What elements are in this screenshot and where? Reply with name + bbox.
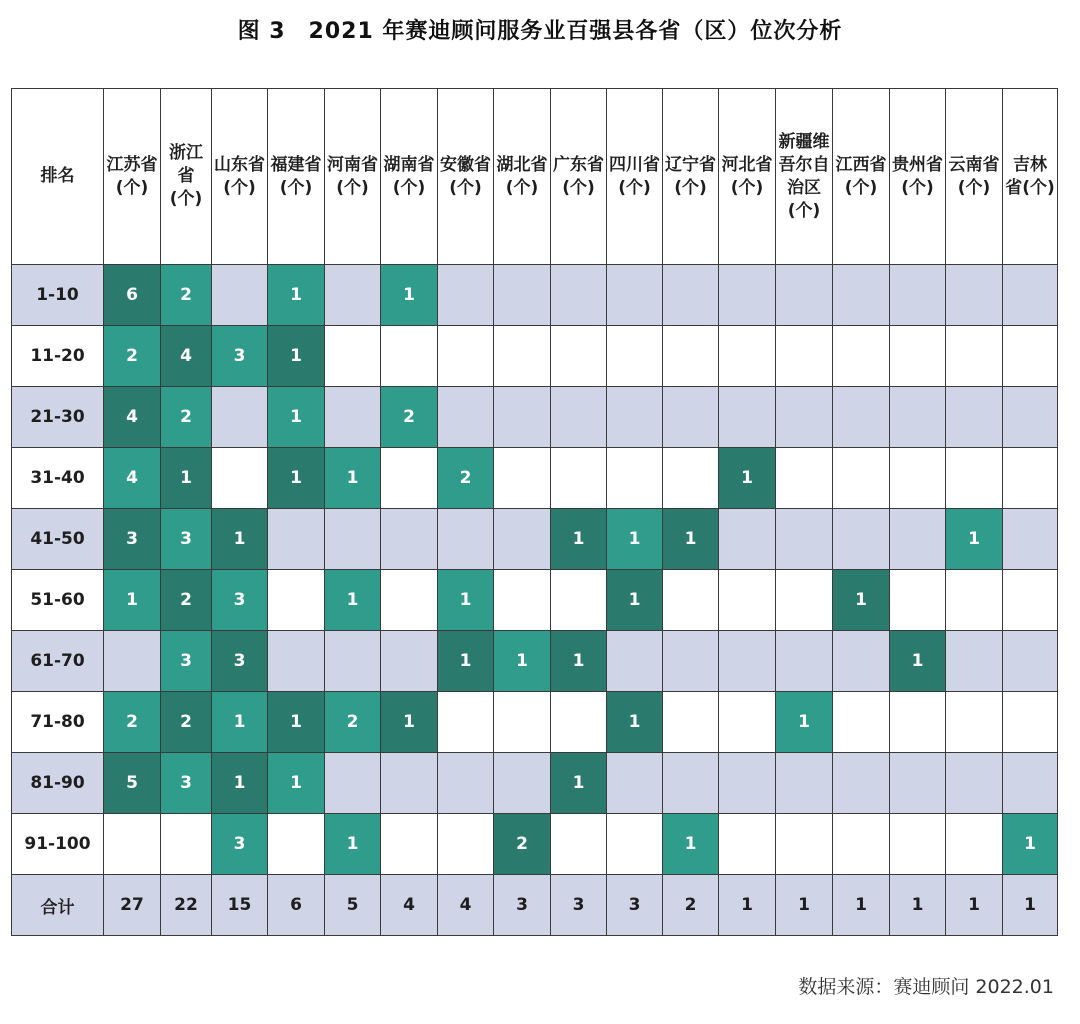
header-row bbox=[12, 89, 1058, 265]
data-cell: 1 bbox=[607, 509, 663, 570]
empty-cell bbox=[494, 509, 551, 570]
total-cell: 15 bbox=[212, 875, 268, 936]
data-cell: 3 bbox=[212, 570, 268, 631]
column-header: 江西省(个) bbox=[833, 89, 890, 265]
table-row bbox=[12, 265, 1058, 326]
data-cell: 3 bbox=[161, 631, 212, 692]
empty-cell bbox=[719, 631, 776, 692]
empty-cell bbox=[607, 631, 663, 692]
empty-cell bbox=[833, 753, 890, 814]
empty-cell bbox=[890, 387, 946, 448]
total-cell: 3 bbox=[551, 875, 607, 936]
empty-cell bbox=[607, 326, 663, 387]
empty-cell bbox=[607, 387, 663, 448]
empty-cell bbox=[833, 631, 890, 692]
empty-cell bbox=[607, 753, 663, 814]
empty-cell bbox=[438, 326, 494, 387]
data-cell: 4 bbox=[104, 448, 161, 509]
empty-cell bbox=[776, 265, 833, 326]
total-cell: 3 bbox=[607, 875, 663, 936]
empty-cell bbox=[551, 265, 607, 326]
empty-cell bbox=[833, 265, 890, 326]
empty-cell bbox=[551, 692, 607, 753]
data-cell: 1 bbox=[607, 692, 663, 753]
column-header: 吉林省(个) bbox=[1003, 89, 1058, 265]
rank-label: 41-50 bbox=[12, 509, 104, 570]
column-header: 浙江省(个) bbox=[161, 89, 212, 265]
empty-cell bbox=[1003, 631, 1058, 692]
empty-cell bbox=[438, 814, 494, 875]
empty-cell bbox=[325, 509, 381, 570]
empty-cell bbox=[1003, 753, 1058, 814]
empty-cell bbox=[719, 265, 776, 326]
empty-cell bbox=[890, 509, 946, 570]
empty-cell bbox=[890, 265, 946, 326]
empty-cell bbox=[776, 509, 833, 570]
empty-cell bbox=[663, 753, 719, 814]
column-header: 安徽省(个) bbox=[438, 89, 494, 265]
data-cell: 2 bbox=[325, 692, 381, 753]
total-cell: 1 bbox=[833, 875, 890, 936]
empty-cell bbox=[946, 570, 1003, 631]
empty-cell bbox=[268, 814, 325, 875]
empty-cell bbox=[381, 631, 438, 692]
empty-cell bbox=[325, 265, 381, 326]
empty-cell bbox=[212, 265, 268, 326]
data-cell: 1 bbox=[325, 570, 381, 631]
rank-label: 91-100 bbox=[12, 814, 104, 875]
empty-cell bbox=[1003, 326, 1058, 387]
empty-cell bbox=[776, 570, 833, 631]
empty-cell bbox=[607, 814, 663, 875]
rank-label: 51-60 bbox=[12, 570, 104, 631]
empty-cell bbox=[268, 509, 325, 570]
empty-cell bbox=[833, 326, 890, 387]
empty-cell bbox=[325, 387, 381, 448]
chart-title: 图 3 2021 年赛迪顾问服务业百强县各省（区）位次分析 bbox=[237, 19, 843, 44]
empty-cell bbox=[833, 448, 890, 509]
empty-cell bbox=[719, 387, 776, 448]
column-header: 云南省(个) bbox=[946, 89, 1003, 265]
empty-cell bbox=[438, 265, 494, 326]
total-cell: 2 bbox=[663, 875, 719, 936]
empty-cell bbox=[551, 448, 607, 509]
empty-cell bbox=[1003, 570, 1058, 631]
empty-cell bbox=[438, 692, 494, 753]
empty-cell bbox=[776, 448, 833, 509]
empty-cell bbox=[325, 326, 381, 387]
data-cell: 1 bbox=[268, 265, 325, 326]
data-cell: 1 bbox=[325, 814, 381, 875]
rank-label: 21-30 bbox=[12, 387, 104, 448]
empty-cell bbox=[1003, 509, 1058, 570]
data-cell: 1 bbox=[161, 448, 212, 509]
total-cell: 5 bbox=[325, 875, 381, 936]
data-cell: 1 bbox=[719, 448, 776, 509]
column-header: 四川省(个) bbox=[607, 89, 663, 265]
data-cell: 1 bbox=[212, 509, 268, 570]
empty-cell bbox=[946, 265, 1003, 326]
empty-cell bbox=[1003, 387, 1058, 448]
data-cell: 1 bbox=[268, 753, 325, 814]
empty-cell bbox=[776, 631, 833, 692]
total-cell: 1 bbox=[946, 875, 1003, 936]
empty-cell bbox=[104, 631, 161, 692]
data-cell: 1 bbox=[833, 570, 890, 631]
data-cell: 1 bbox=[268, 326, 325, 387]
column-header: 江苏省(个) bbox=[104, 89, 161, 265]
data-cell: 1 bbox=[381, 692, 438, 753]
empty-cell bbox=[663, 692, 719, 753]
empty-cell bbox=[719, 509, 776, 570]
empty-cell bbox=[268, 631, 325, 692]
empty-cell bbox=[551, 387, 607, 448]
empty-cell bbox=[946, 448, 1003, 509]
empty-cell bbox=[551, 814, 607, 875]
empty-cell bbox=[890, 814, 946, 875]
column-header: 辽宁省(个) bbox=[663, 89, 719, 265]
empty-cell bbox=[776, 326, 833, 387]
empty-cell bbox=[551, 326, 607, 387]
empty-cell bbox=[381, 570, 438, 631]
empty-cell bbox=[946, 814, 1003, 875]
empty-cell bbox=[381, 814, 438, 875]
empty-cell bbox=[663, 570, 719, 631]
data-cell: 2 bbox=[104, 692, 161, 753]
empty-cell bbox=[833, 387, 890, 448]
column-header: 福建省(个) bbox=[268, 89, 325, 265]
rank-distribution-table bbox=[11, 88, 1058, 936]
empty-cell bbox=[946, 387, 1003, 448]
empty-cell bbox=[663, 326, 719, 387]
data-cell: 1 bbox=[890, 631, 946, 692]
empty-cell bbox=[494, 387, 551, 448]
empty-cell bbox=[833, 509, 890, 570]
column-header: 河北省(个) bbox=[719, 89, 776, 265]
empty-cell bbox=[719, 326, 776, 387]
data-cell: 1 bbox=[551, 631, 607, 692]
empty-cell bbox=[212, 387, 268, 448]
empty-cell bbox=[325, 753, 381, 814]
empty-cell bbox=[663, 265, 719, 326]
empty-cell bbox=[104, 814, 161, 875]
empty-cell bbox=[663, 448, 719, 509]
data-cell: 1 bbox=[268, 692, 325, 753]
empty-cell bbox=[776, 814, 833, 875]
table-row bbox=[12, 387, 1058, 448]
data-cell: 1 bbox=[663, 814, 719, 875]
table-row bbox=[12, 570, 1058, 631]
empty-cell bbox=[551, 570, 607, 631]
total-cell: 27 bbox=[104, 875, 161, 936]
data-source-note: 数据来源：赛迪顾问 2022.01 bbox=[798, 976, 1054, 998]
total-row bbox=[12, 875, 1058, 936]
data-cell: 1 bbox=[551, 753, 607, 814]
empty-cell bbox=[890, 448, 946, 509]
empty-cell bbox=[663, 631, 719, 692]
data-cell: 1 bbox=[268, 387, 325, 448]
empty-cell bbox=[381, 753, 438, 814]
rank-label: 61-70 bbox=[12, 631, 104, 692]
column-header: 河南省(个) bbox=[325, 89, 381, 265]
empty-cell bbox=[161, 814, 212, 875]
table-row bbox=[12, 692, 1058, 753]
data-cell: 6 bbox=[104, 265, 161, 326]
empty-cell bbox=[1003, 692, 1058, 753]
data-cell: 2 bbox=[381, 387, 438, 448]
column-header: 湖南省(个) bbox=[381, 89, 438, 265]
column-header: 湖北省(个) bbox=[494, 89, 551, 265]
table-row bbox=[12, 509, 1058, 570]
rank-header: 排名 bbox=[12, 89, 104, 265]
empty-cell bbox=[890, 753, 946, 814]
total-cell: 1 bbox=[719, 875, 776, 936]
empty-cell bbox=[946, 326, 1003, 387]
data-cell: 3 bbox=[212, 326, 268, 387]
data-cell: 1 bbox=[776, 692, 833, 753]
empty-cell bbox=[1003, 448, 1058, 509]
empty-cell bbox=[607, 265, 663, 326]
data-cell: 2 bbox=[161, 387, 212, 448]
empty-cell bbox=[268, 570, 325, 631]
data-cell: 4 bbox=[161, 326, 212, 387]
table-row bbox=[12, 753, 1058, 814]
data-cell: 3 bbox=[212, 814, 268, 875]
empty-cell bbox=[719, 692, 776, 753]
empty-cell bbox=[1003, 265, 1058, 326]
table-row bbox=[12, 814, 1058, 875]
data-cell: 1 bbox=[663, 509, 719, 570]
empty-cell bbox=[381, 448, 438, 509]
empty-cell bbox=[494, 326, 551, 387]
data-cell: 1 bbox=[381, 265, 438, 326]
empty-cell bbox=[776, 387, 833, 448]
rank-label: 81-90 bbox=[12, 753, 104, 814]
data-cell: 1 bbox=[268, 448, 325, 509]
empty-cell bbox=[212, 448, 268, 509]
data-cell: 1 bbox=[212, 753, 268, 814]
data-cell: 4 bbox=[104, 387, 161, 448]
empty-cell bbox=[494, 265, 551, 326]
total-cell: 1 bbox=[776, 875, 833, 936]
data-cell: 1 bbox=[212, 692, 268, 753]
empty-cell bbox=[494, 753, 551, 814]
total-cell: 3 bbox=[494, 875, 551, 936]
table-row bbox=[12, 326, 1058, 387]
empty-cell bbox=[381, 326, 438, 387]
empty-cell bbox=[381, 509, 438, 570]
empty-cell bbox=[833, 814, 890, 875]
data-cell: 1 bbox=[104, 570, 161, 631]
total-cell: 4 bbox=[438, 875, 494, 936]
empty-cell bbox=[663, 387, 719, 448]
empty-cell bbox=[946, 692, 1003, 753]
rank-label: 11-20 bbox=[12, 326, 104, 387]
rank-label: 31-40 bbox=[12, 448, 104, 509]
data-cell: 1 bbox=[325, 448, 381, 509]
empty-cell bbox=[890, 326, 946, 387]
column-header: 山东省(个) bbox=[212, 89, 268, 265]
data-cell: 1 bbox=[494, 631, 551, 692]
total-cell: 4 bbox=[381, 875, 438, 936]
data-cell: 5 bbox=[104, 753, 161, 814]
rank-label: 71-80 bbox=[12, 692, 104, 753]
column-header: 新疆维吾尔自治区(个) bbox=[776, 89, 833, 265]
column-header: 广东省(个) bbox=[551, 89, 607, 265]
data-cell: 2 bbox=[104, 326, 161, 387]
data-cell: 2 bbox=[438, 448, 494, 509]
empty-cell bbox=[890, 570, 946, 631]
empty-cell bbox=[776, 753, 833, 814]
data-cell: 2 bbox=[161, 570, 212, 631]
empty-cell bbox=[946, 631, 1003, 692]
rank-label: 1-10 bbox=[12, 265, 104, 326]
data-cell: 1 bbox=[607, 570, 663, 631]
data-cell: 2 bbox=[161, 692, 212, 753]
data-cell: 3 bbox=[212, 631, 268, 692]
total-label: 合计 bbox=[12, 875, 104, 936]
total-cell: 1 bbox=[1003, 875, 1058, 936]
empty-cell bbox=[946, 753, 1003, 814]
empty-cell bbox=[494, 570, 551, 631]
empty-cell bbox=[494, 448, 551, 509]
total-cell: 22 bbox=[161, 875, 212, 936]
data-cell: 3 bbox=[161, 753, 212, 814]
empty-cell bbox=[494, 692, 551, 753]
empty-cell bbox=[438, 509, 494, 570]
data-cell: 1 bbox=[551, 509, 607, 570]
empty-cell bbox=[325, 631, 381, 692]
data-cell: 1 bbox=[438, 570, 494, 631]
data-cell: 3 bbox=[104, 509, 161, 570]
empty-cell bbox=[438, 387, 494, 448]
data-cell: 2 bbox=[494, 814, 551, 875]
data-cell: 1 bbox=[1003, 814, 1058, 875]
empty-cell bbox=[833, 692, 890, 753]
data-cell: 2 bbox=[161, 265, 212, 326]
total-cell: 6 bbox=[268, 875, 325, 936]
empty-cell bbox=[719, 814, 776, 875]
data-cell: 3 bbox=[161, 509, 212, 570]
empty-cell bbox=[890, 692, 946, 753]
column-header: 贵州省(个) bbox=[890, 89, 946, 265]
empty-cell bbox=[719, 570, 776, 631]
empty-cell bbox=[607, 448, 663, 509]
empty-cell bbox=[438, 753, 494, 814]
table-row bbox=[12, 448, 1058, 509]
total-cell: 1 bbox=[890, 875, 946, 936]
table-row bbox=[12, 631, 1058, 692]
empty-cell bbox=[719, 753, 776, 814]
data-cell: 1 bbox=[438, 631, 494, 692]
data-cell: 1 bbox=[946, 509, 1003, 570]
